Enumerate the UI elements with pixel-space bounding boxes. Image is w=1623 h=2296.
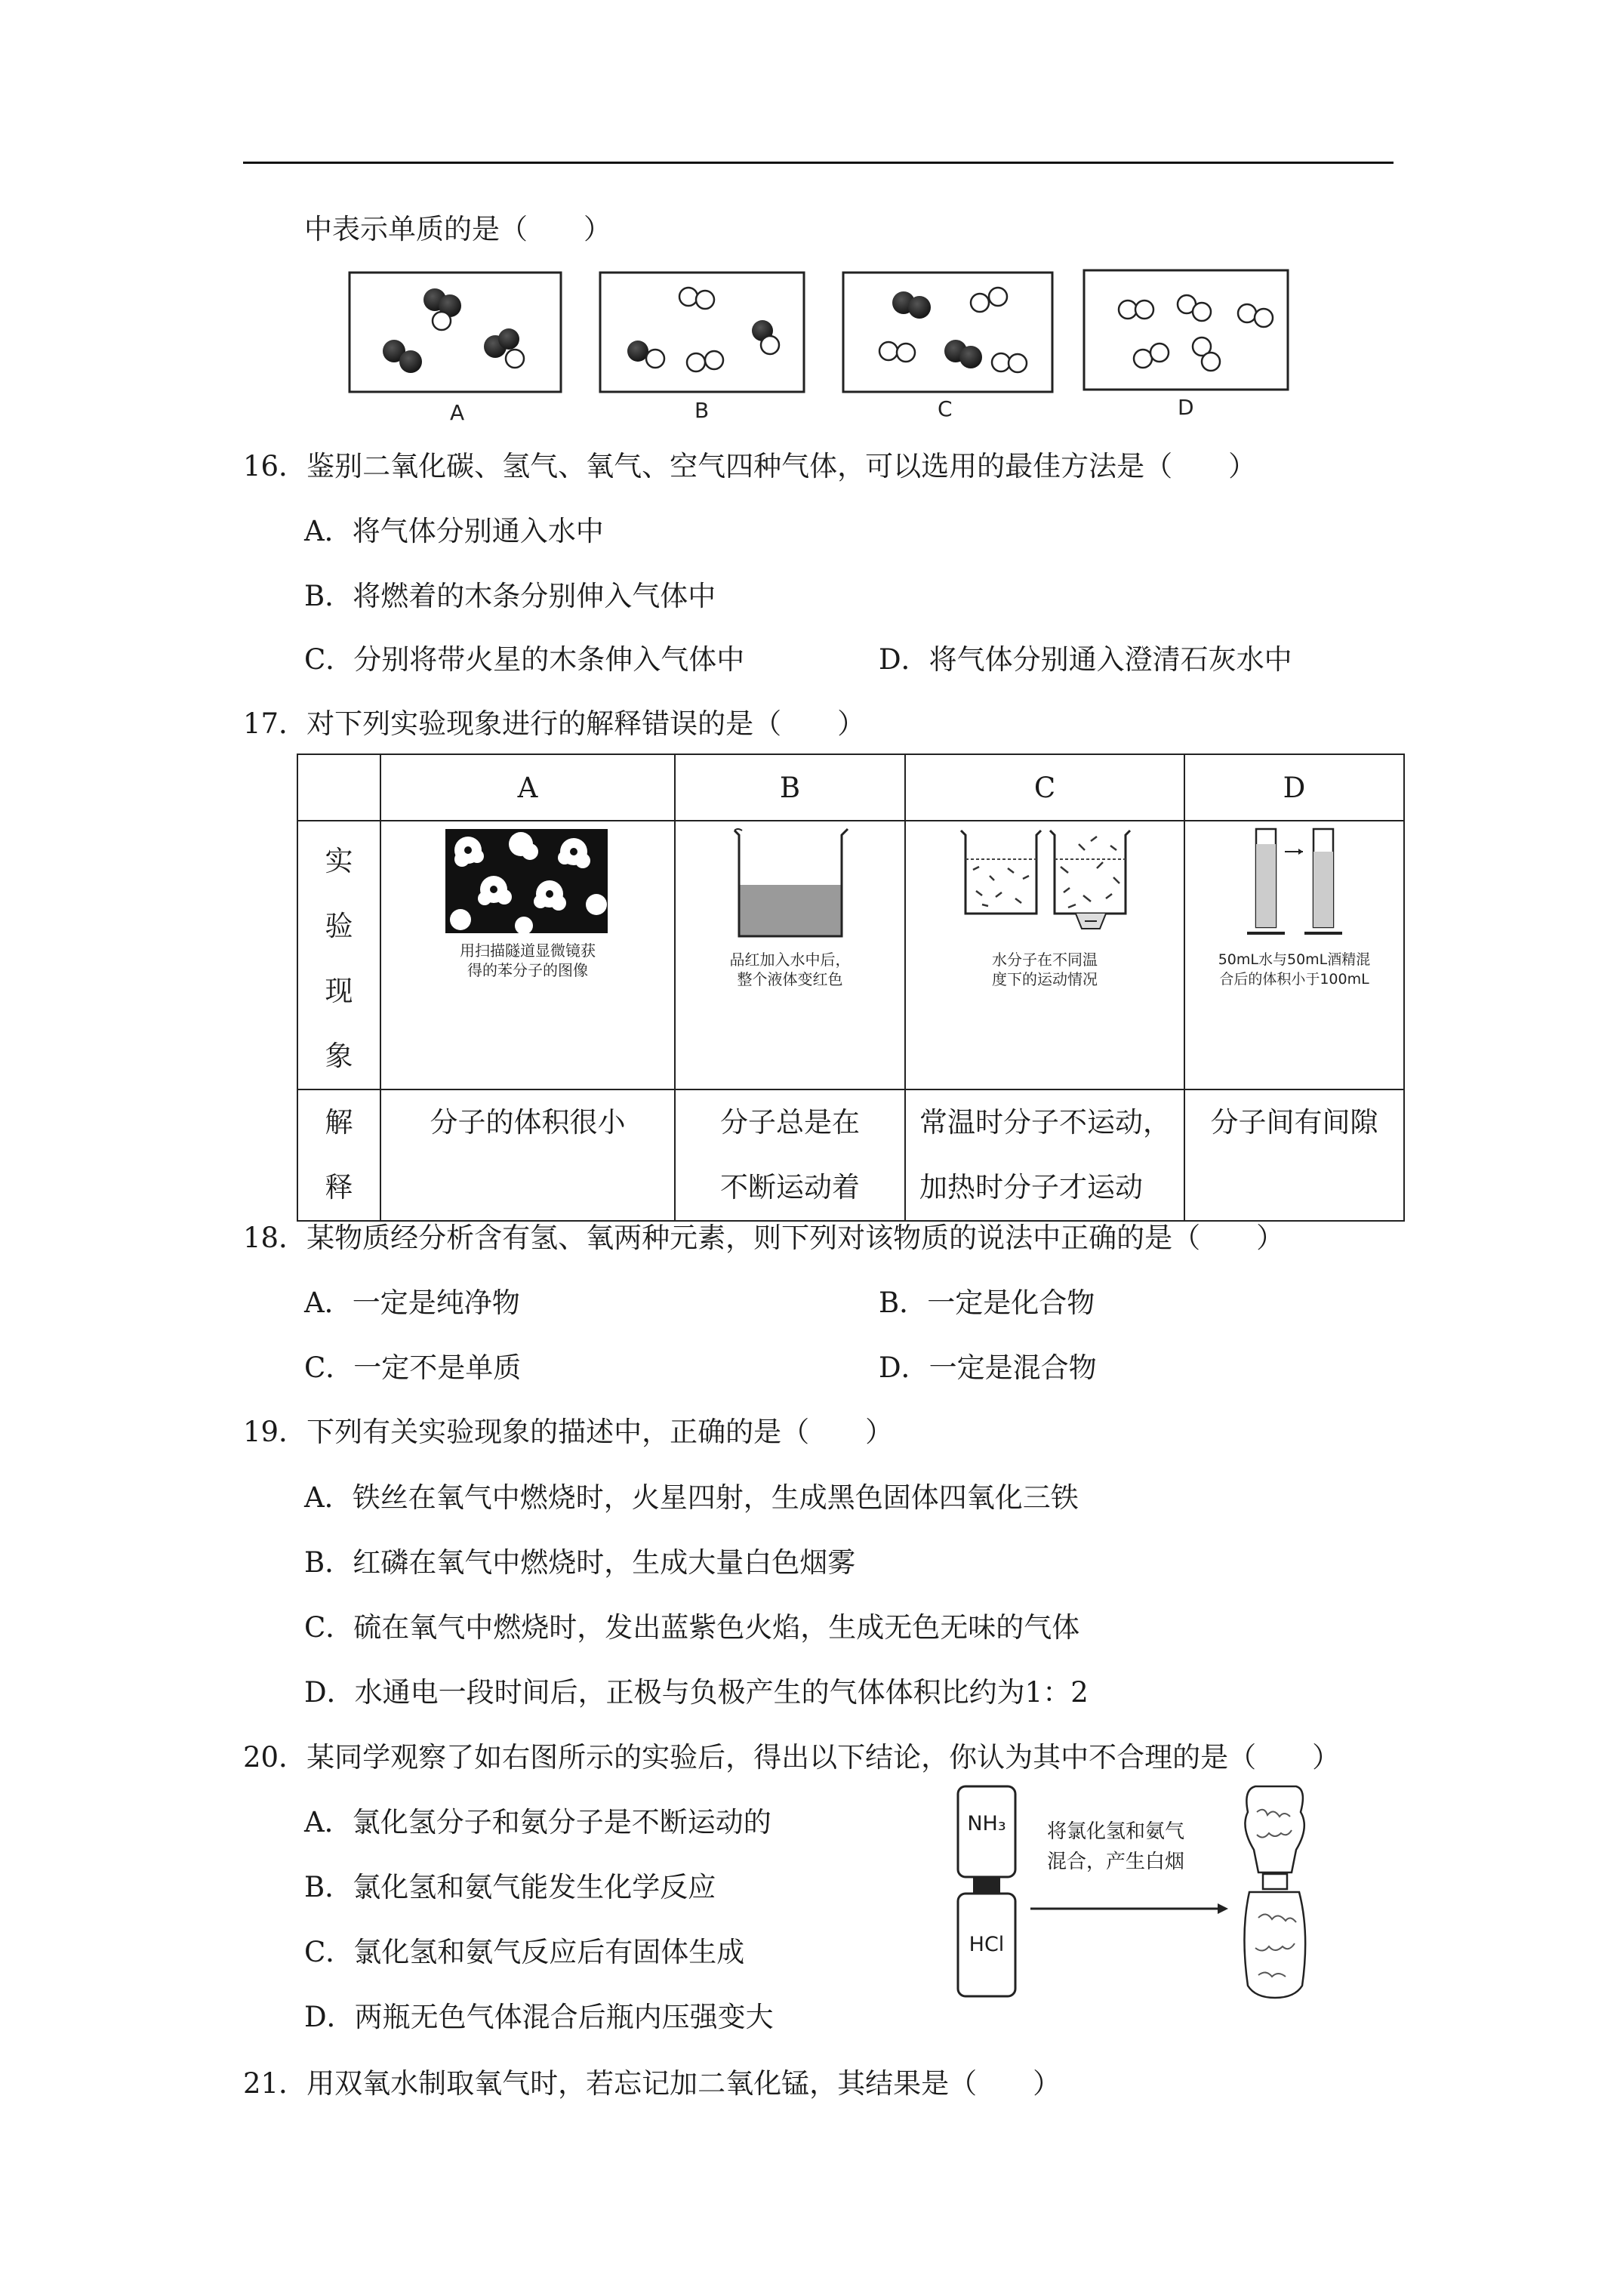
graduated-cylinders-icon	[1230, 821, 1359, 942]
row-label-phenomenon: 实 验 现 象	[297, 821, 380, 1089]
q19-option-a: A．铁丝在氧气中燃烧时，火星四射，生成黑色固体四氧化三铁	[304, 1481, 1079, 1514]
q15-figure	[347, 268, 1291, 427]
header-rule	[243, 162, 1394, 164]
q18-option-b: B．一定是化合物	[879, 1287, 1095, 1319]
q16-option-d: D．将气体分别通入澄清石灰水中	[879, 643, 1292, 676]
caption-b-line2: 整个液体变红色	[737, 970, 843, 988]
q20-stem: 20．某同学观察了如右图所示的实验后，得出以下结论，你认为其中不合理的是（ ）	[243, 1741, 1341, 1774]
q21-stem: 21．用双氧水制取氧气时，若忘记加二氧化锰，其结果是（ ）	[243, 2067, 1061, 2100]
table-header-b: B	[675, 754, 905, 821]
table-corner	[297, 754, 380, 821]
option-label-d: D	[1178, 395, 1194, 420]
molecule-boxes-figure	[347, 268, 1291, 427]
q17-stem: 17．对下列实验现象进行的解释错误的是（ ）	[243, 707, 866, 740]
explanation-d: 分子间有间隙	[1184, 1089, 1404, 1221]
q20-option-b: B．氯化氢和氨气能发生化学反应	[304, 1871, 716, 1903]
explanation-a: 分子的体积很小	[380, 1089, 675, 1221]
q18-stem: 18．某物质经分析含有氢、氧两种元素，则下列对该物质的说法中正确的是（ ）	[243, 1222, 1285, 1254]
q19-stem: 19．下列有关实验现象的描述中，正确的是（ ）	[243, 1416, 894, 1448]
caption-c-line1: 水分子在不同温	[992, 951, 1098, 969]
q16-option-b: B．将燃着的木条分别伸入气体中	[304, 580, 716, 612]
q15-stem: 中表示单质的是（ ）	[304, 213, 611, 245]
bottle-label-bottom: HCl	[969, 1933, 1005, 1956]
q19-option-c: C．硫在氧气中燃烧时，发出蓝紫色火焰，生成无色无味的气体	[304, 1611, 1080, 1644]
q18-option-d: D．一定是混合物	[879, 1351, 1097, 1384]
option-label-b: B	[694, 398, 710, 423]
q18-option-c: C．一定不是单质	[304, 1351, 522, 1384]
q16-stem: 16．鉴别二氧化碳、氢气、氧气、空气四种气体，可以选用的最佳方法是（ ）	[243, 450, 1257, 482]
explanation-c: 常温时分子不运动， 加热时分子才运动	[905, 1089, 1184, 1221]
caption-b-line1: 品红加入水中后，	[729, 951, 851, 969]
cell-figure-d	[1184, 821, 1404, 1089]
figure-note: 将氯化氢和氨气 混合，产生白烟	[1047, 1820, 1185, 1873]
q20-figure	[947, 1782, 1325, 2008]
caption-a-line2: 得的苯分子的图像	[467, 961, 588, 979]
q20-option-c: C．氯化氢和氨气反应后有固体生成	[304, 1936, 745, 1968]
caption-d-line2: 合后的体积小于100mL	[1219, 971, 1369, 988]
beaker-icon	[727, 823, 855, 944]
q20-option-a: A．氯化氢分子和氨分子是不断运动的	[304, 1806, 771, 1838]
q19-option-b: B．红磷在氧气中燃烧时，生成大量白色烟雾	[304, 1546, 856, 1579]
caption-d-line1: 50mL水与50mL酒精混	[1218, 951, 1371, 968]
q16-option-c: C．分别将带火星的木条伸入气体中	[304, 643, 745, 676]
q16-option-a: A．将气体分别通入水中	[304, 515, 604, 547]
option-label-c: C	[938, 396, 953, 421]
q19-option-d: D．水通电一段时间后，正极与负极产生的气体体积比约为1：2	[304, 1676, 1089, 1709]
q18-option-a: A．一定是纯净物	[304, 1287, 520, 1319]
bottle-label-top: NH₃	[967, 1812, 1006, 1835]
caption-c-line2: 度下的运动情况	[992, 970, 1098, 988]
option-label-a: A	[450, 400, 465, 425]
benzene-stm-image	[445, 829, 608, 933]
two-beakers-icon	[955, 823, 1136, 944]
table-header-d: D	[1184, 754, 1404, 821]
q20-option-d: D．两瓶无色气体混合后瓶内压强变大	[304, 2001, 774, 2033]
cell-figure-a	[380, 821, 675, 1089]
cell-figure-c	[905, 821, 1184, 1089]
caption-a-line1: 用扫描隧道显微镜获	[460, 942, 596, 960]
explanation-b: 分子总是在 不断运动着	[675, 1089, 905, 1221]
table-header-c: C	[905, 754, 1184, 821]
cell-figure-b	[675, 821, 905, 1089]
row-label-explanation: 解 释	[297, 1089, 380, 1221]
q17-experiment-table	[297, 754, 1405, 1222]
table-header-a: A	[380, 754, 675, 821]
